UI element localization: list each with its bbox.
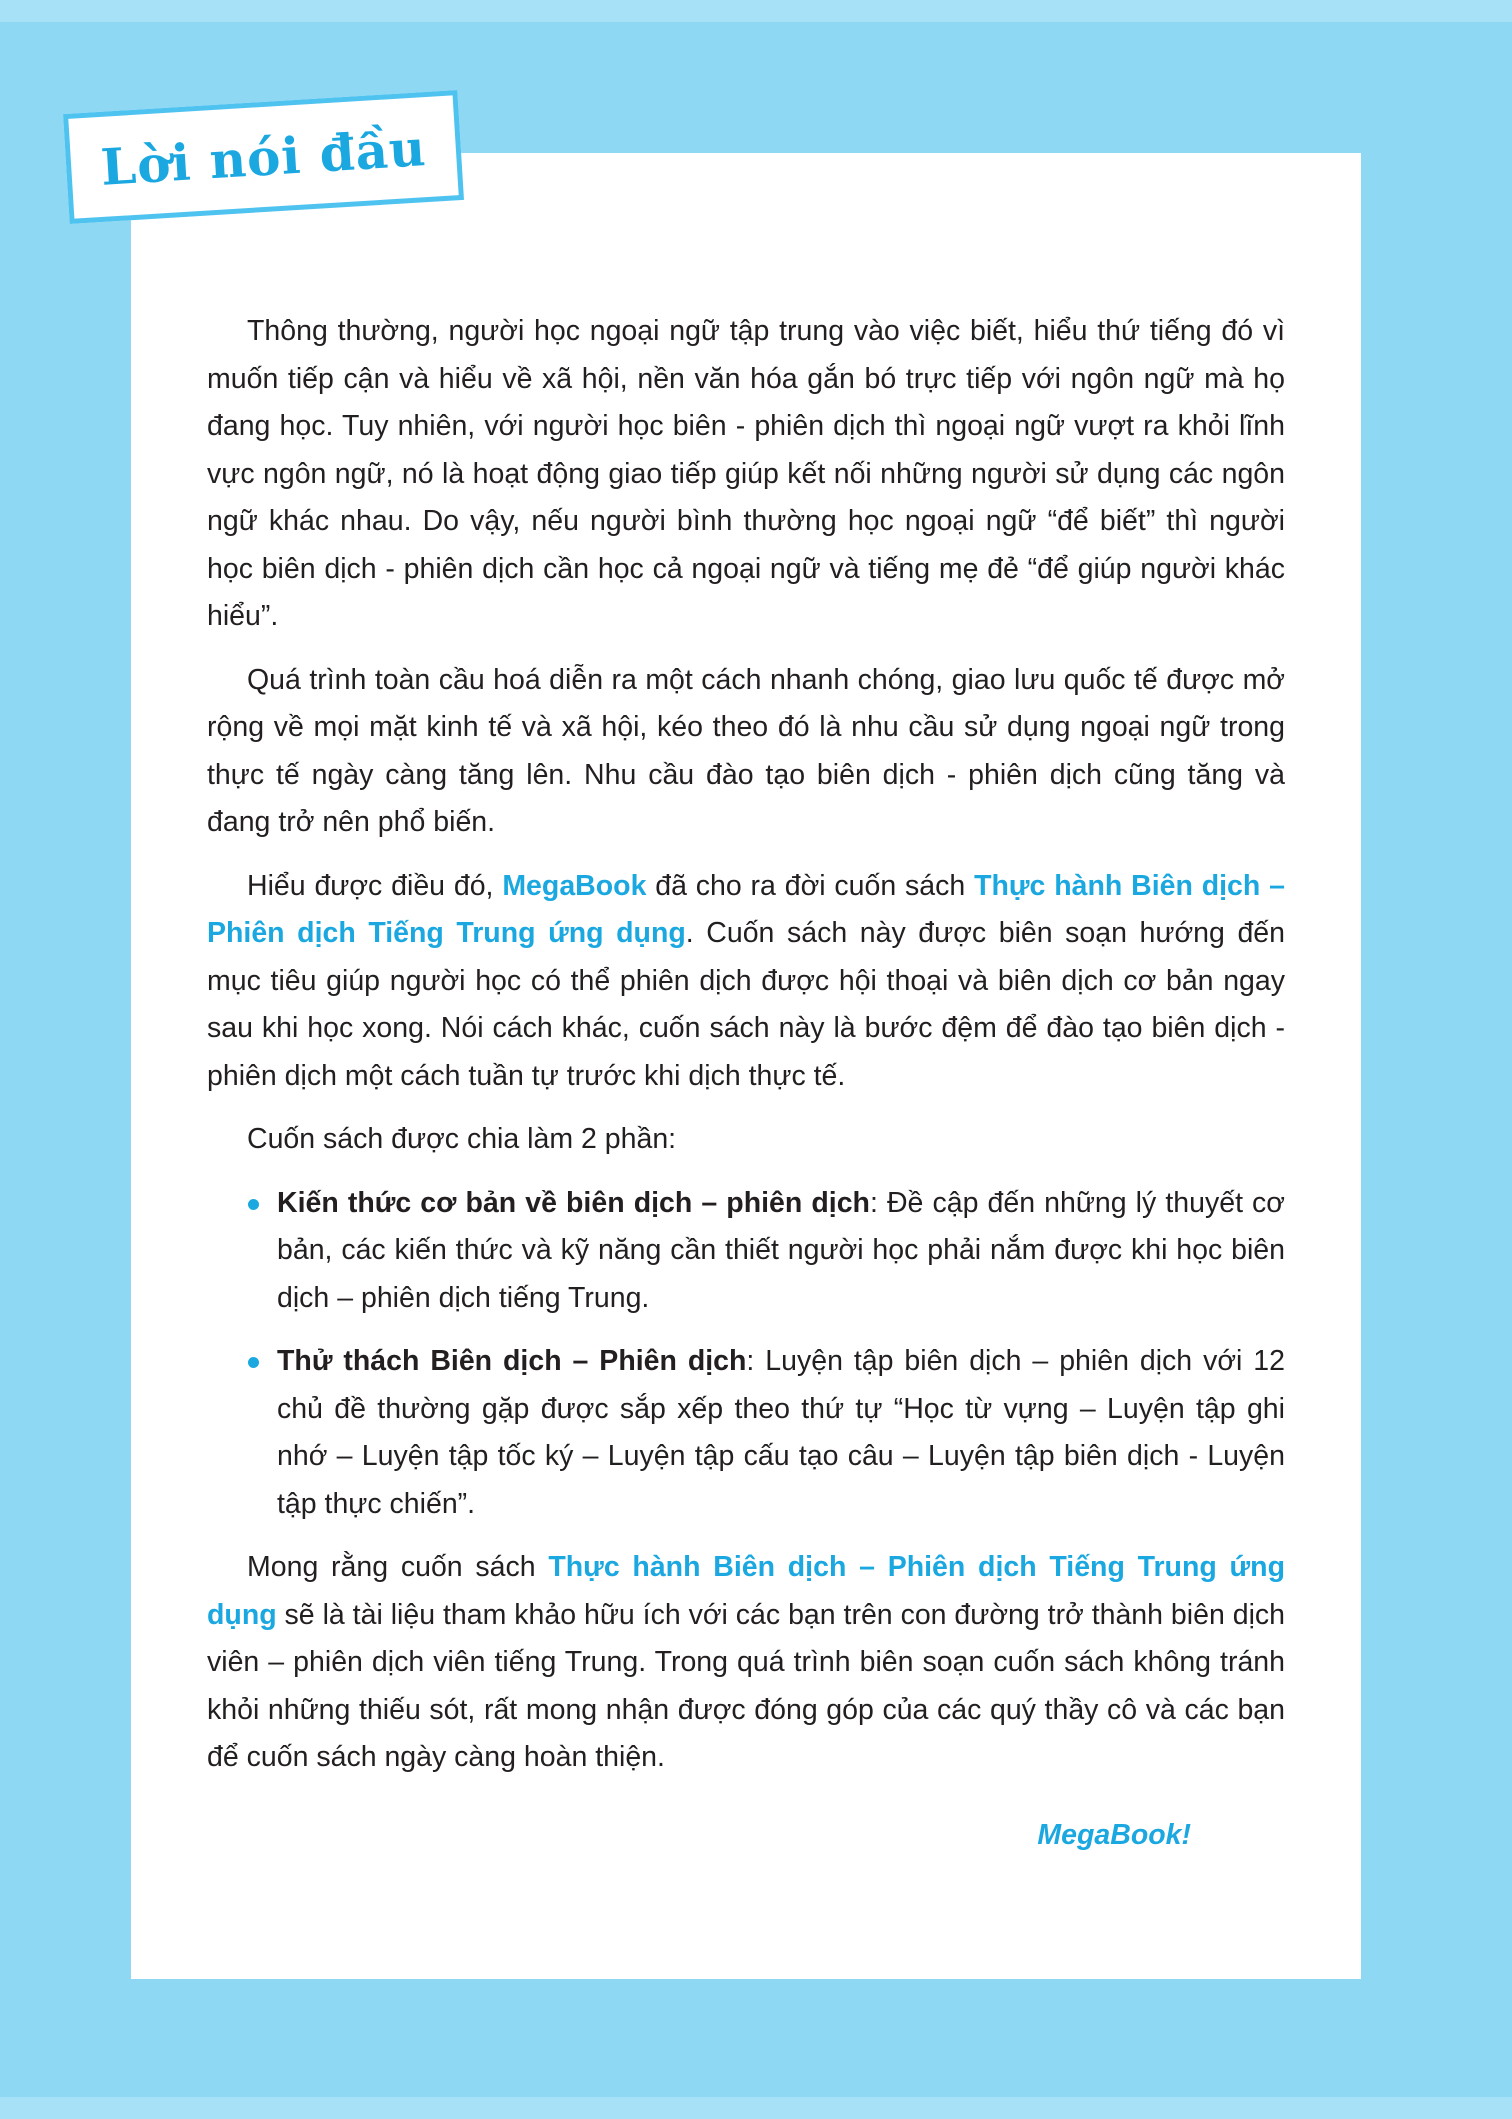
paragraph-3 — [207, 863, 1285, 1101]
paragraph-5-rest: sẽ là tài liệu tham khảo hữu ích với các bạn trên con đường trở thành biên dịch viên – phiên dịch viên tiếng Trung. Trong quá trình biên soạn cuốn sách không tránh khỏi những thiếu sót, rất mong nhận được đóng góp của các quý thầy cô và các bạn để cuốn sách ngày càng hoàn thiện. — [207, 1598, 1286, 1773]
page-border-top — [0, 0, 1512, 22]
brand-name: MegaBook — [502, 869, 647, 902]
paragraph-2: Quá trình toàn cầu hoá diễn ra một cách nhanh chóng, giao lưu quốc tế được mở rộng về mọi mặt kinh tế và xã hội, kéo theo đó là nhu cầu sử dụng ngoại ngữ trong thực tế ngày càng tăng lên. Nhu cầu đào tạo biên dịch - phiên dịch cũng tăng và đang trở nên phổ biến. — [207, 663, 1285, 838]
paragraph-3-mid: đã cho ra đời cuốn sách — [646, 869, 975, 902]
paragraph-1: Thông thường, người học ngoại ngữ tập trung vào việc biết, hiểu thứ tiếng đó vì muốn tiếp cận và hiểu về xã hội, nền văn hóa gắn bó trực tiếp với ngôn ngữ mà họ đang học. Tuy nhiên, với người học biên - phiên dịch thì ngoại ngữ vượt ra khỏi lĩnh vực ngôn ngữ, nó là hoạt động giao tiếp giúp kết nối những người sử dụng các ngôn ngữ khác nhau. Do vậy, nếu người bình thường học ngoại ngữ “để biết” thì người học biên dịch - phiên dịch cần học cả ngoại ngữ và tiếng mẹ đẻ “để giúp người khác hiểu”. — [207, 315, 1285, 632]
list-item-text: : Luyện tập biên dịch – phiên dịch với 12 chủ đề thường gặp được sắp xếp theo thứ tự “Học từ vựng – Luyện tập ghi nhớ – Luyện tập tốc ký – Luyện tập cấu tạo câu – Luyện tập biên dịch - Luyện tập thực chiến”. — [277, 1345, 1285, 1520]
list-item — [207, 1338, 1285, 1528]
bullet-icon — [248, 1199, 259, 1210]
paragraph-3-intro: Hiểu được điều đó, — [247, 869, 503, 902]
page-border-bottom — [0, 2097, 1512, 2119]
parts-list — [207, 1180, 1285, 1529]
list-item-term: Kiến thức cơ bản về biên dịch – phiên dịch — [277, 1186, 870, 1219]
signature: MegaBook! — [1037, 1818, 1191, 1851]
list-item — [207, 1180, 1285, 1323]
text-body — [207, 308, 1285, 1859]
bullet-icon — [248, 1357, 259, 1368]
paragraph-4: Cuốn sách được chia làm 2 phần: — [247, 1123, 677, 1155]
book-title: Thực hành Biên dịch – Phiên dịch Tiếng Trung ứng dụng — [207, 869, 1285, 949]
book-title: Thực hành Biên dịch – Phiên dịch Tiếng Trung ứng dụng — [207, 1551, 1285, 1631]
paragraph-5-intro: Mong rằng cuốn sách — [247, 1551, 549, 1583]
page-title: Lời nói đầu — [99, 117, 428, 197]
paragraph-5 — [207, 1544, 1285, 1782]
list-item-term: Thử thách Biên dịch – Phiên dịch — [277, 1345, 747, 1377]
paragraph-3-rest: . Cuốn sách này được biên soạn hướng đến mục tiêu giúp người học có thể phiên dịch được hội thoại và biên dịch cơ bản ngay sau khi học xong. Nói cách khác, cuốn sách này là bước đệm để đào tạo biên dịch - phiên dịch một cách tuần tự trước khi dịch thực tế. — [207, 917, 1285, 1092]
list-item-text: : Đề cập đến những lý thuyết cơ bản, các kiến thức và kỹ năng cần thiết người học phải nắm được khi học biên dịch – phiên dịch tiếng Trung. — [277, 1186, 1285, 1314]
